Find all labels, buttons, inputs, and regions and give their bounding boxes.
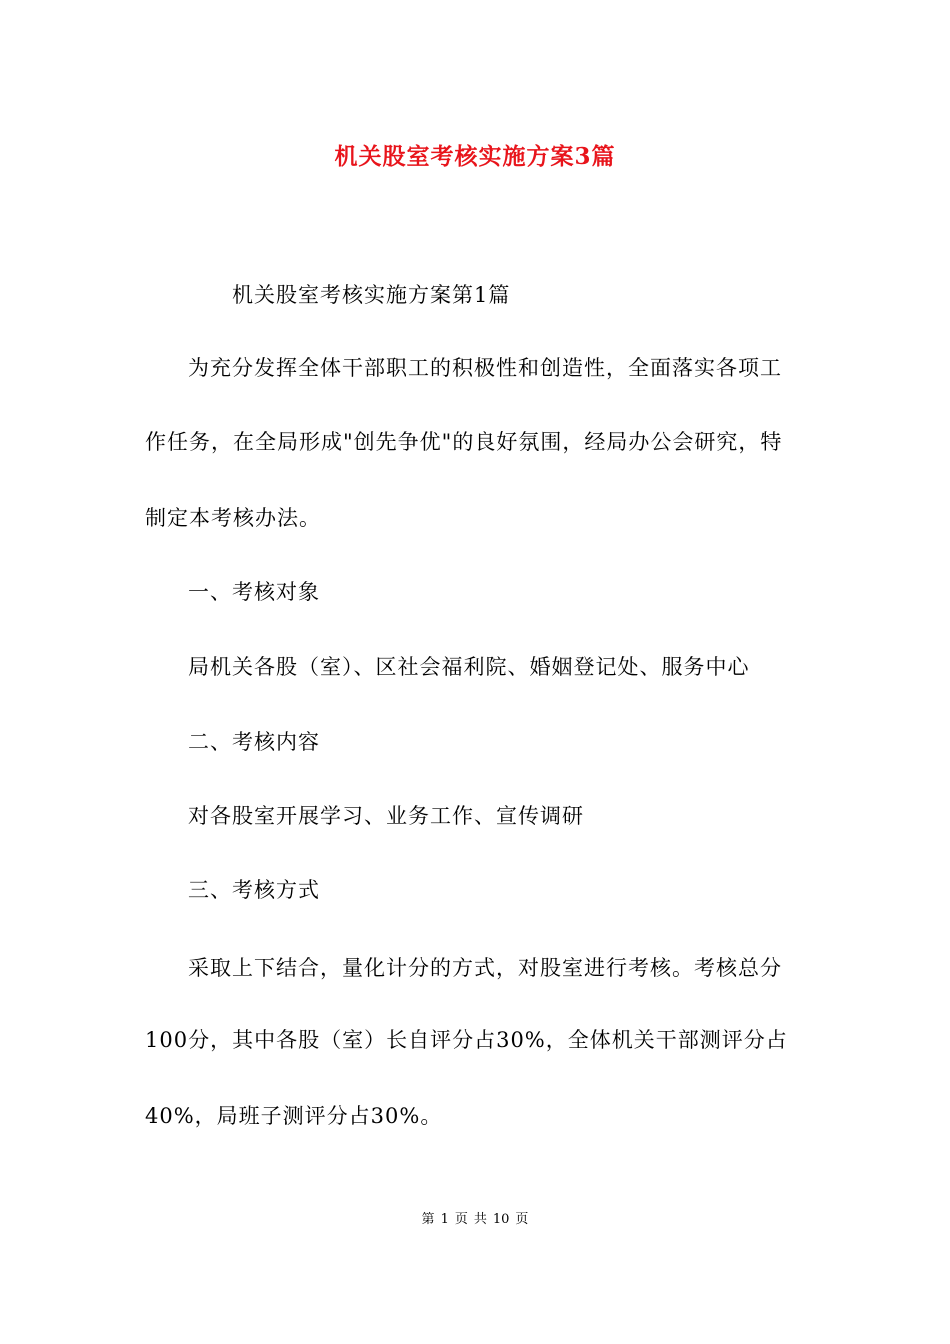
- section-heading: 三、考核方式: [188, 878, 320, 902]
- paragraph-line: 40%，局班子测评分占30%。: [145, 1104, 443, 1128]
- page-footer: [0, 1208, 950, 1227]
- paragraph-line: 为充分发挥全体干部职工的积极性和创造性，全面落实各项工: [188, 356, 782, 380]
- section-heading: 一、考核对象: [188, 580, 320, 604]
- section-subtitle: 机关股室考核实施方案第1篇: [232, 283, 511, 307]
- document-title: 机关股室考核实施方案3篇: [334, 143, 616, 170]
- paragraph-line: 对各股室开展学习、业务工作、宣传调研: [188, 804, 584, 828]
- footer-total-label: 共: [473, 1212, 487, 1227]
- footer-page-number: 1: [440, 1212, 449, 1227]
- paragraph-line: 局机关各股（室）、区社会福利院、婚姻登记处、服务中心: [188, 655, 750, 679]
- footer-total-pages: 10: [492, 1212, 510, 1227]
- footer-prefix: 第: [421, 1212, 435, 1227]
- footer-page-label: 页: [454, 1212, 468, 1227]
- footer-suffix: 页: [515, 1212, 529, 1227]
- paragraph-line: 制定本考核办法。: [145, 506, 321, 530]
- paragraph-line: 100分，其中各股（室）长自评分占30%，全体机关干部测评分占: [145, 1028, 788, 1052]
- paragraph-line: 作任务，在全局形成"创先争优"的良好氛围，经局办公会研究，特: [145, 430, 783, 454]
- section-heading: 二、考核内容: [188, 730, 320, 754]
- paragraph-line: 采取上下结合，量化计分的方式，对股室进行考核。考核总分: [188, 956, 782, 980]
